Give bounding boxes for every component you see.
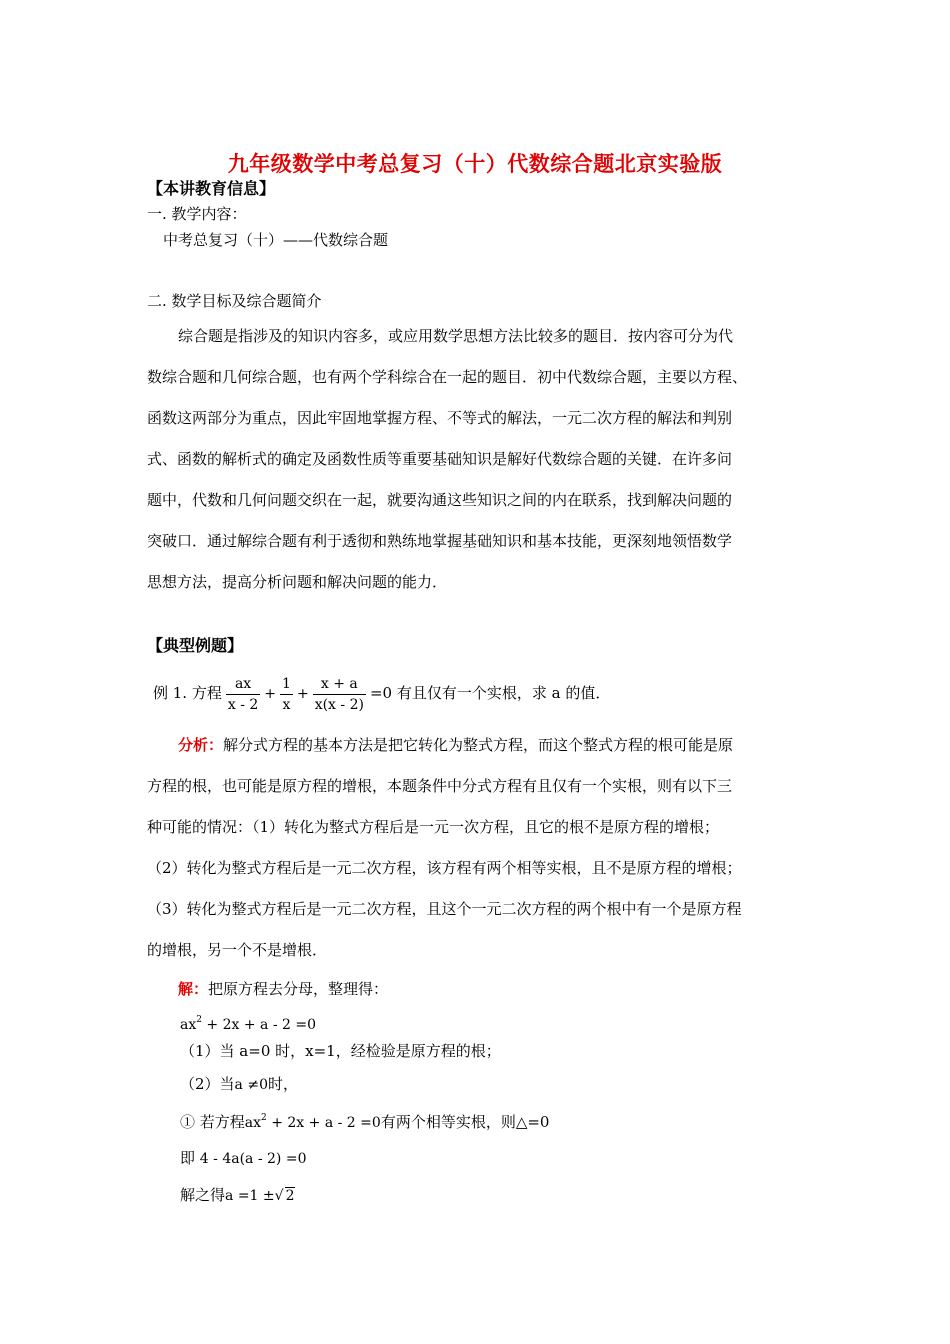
solution-intro-text: 把原方程去分母，整理得： (208, 980, 389, 998)
fraction-2-denominator: x (282, 696, 291, 713)
plus-sign: + (264, 686, 277, 702)
equation-1-rest: + 2x + a - 2 =0 (201, 1017, 317, 1033)
equation-1-exponent: 2 (196, 1015, 202, 1025)
sub-case-1-rest: + 2x + a - 2 =0 (266, 1115, 381, 1131)
sub-case-1-equation (245, 1115, 381, 1131)
discriminant-prefix: 即 (180, 1149, 196, 1167)
intro-line: 突破口．通过解综合题有利于透彻和熟练地掌握基础知识和基本技能，更深刻地领悟数学 (147, 532, 733, 550)
case-1: （1）当 a=0 时，x=1，经检验是原方程的根； (180, 1042, 501, 1060)
sub-case-1-exponent: 2 (261, 1113, 267, 1123)
intro-line: 综合题是指涉及的知识内容多，或应用数学思想方法比较多的题目．按内容可分为代 (178, 327, 734, 345)
analysis-label: 分析： (178, 736, 224, 754)
example-1-prefix: 例 1. 方程 (153, 684, 222, 702)
solution-result-equation: a =1 ± (225, 1188, 275, 1204)
case-2-condition: a ≠0 (234, 1077, 268, 1093)
fraction-1-numerator: ax (226, 674, 260, 695)
solution-label: 解： (178, 980, 209, 998)
intro-line: 函数这两部分为重点，因此牢固地掌握方程、不等式的解法，一元二次方程的解法和判别 (147, 409, 733, 427)
item-1-label: 一. 教学内容： (147, 205, 247, 223)
solution-intro (178, 978, 388, 999)
case-2-prefix: （2）当 (180, 1075, 235, 1093)
intro-line: 题中，代数和几何问题交织在一起，就要沟通这些知识之间的内在联系，找到解决问题的 (147, 491, 733, 509)
intro-line: 思想方法，提高分析问题和解决问题的能力． (147, 573, 448, 591)
fraction-1 (226, 674, 260, 715)
discriminant-equation: 4 - 4a(a - 2) =0 (199, 1151, 307, 1167)
sqrt-sign: √ (274, 1188, 284, 1204)
analysis-line: （2）转化为整式方程后是一元二次方程，该方程有两个相等实根，且不是原方程的增根； (147, 859, 742, 877)
sub-case-1 (180, 1111, 549, 1132)
fraction-3-denominator: x(x - 2) (314, 696, 364, 713)
solution-result-prefix: 解之得 (180, 1186, 226, 1204)
intro-line: 式、函数的解析式的确定及函数性质等重要基础知识是解好代数综合题的关键．在许多问 (147, 450, 733, 468)
fraction-3 (313, 674, 366, 715)
sqrt-radicand: 2 (285, 1188, 295, 1204)
example-1-suffix: =0 有且仅有一个实根，求 a 的值． (369, 684, 611, 702)
analysis-line: 的增根，另一个不是增根． (147, 941, 328, 959)
analysis-line: 方程的根，也可能是原方程的增根，本题条件中分式方程有且仅有一个实根，则有以下三 (147, 777, 733, 795)
equation-1 (180, 1015, 316, 1033)
intro-line: 数综合题和几何综合题，也有两个学科综合在一起的题目．初中代数综合题，主要以方程、 (147, 368, 748, 386)
item-2-label: 二. 数学目标及综合题简介 (147, 292, 322, 310)
plus-sign: + (296, 686, 309, 702)
equation-1-term: ax (180, 1017, 197, 1033)
item-1-content: 中考总复习（十）——代数综合题 (163, 231, 389, 249)
case-2-suffix: 时， (267, 1075, 298, 1093)
example-1-statement (153, 671, 610, 716)
sub-case-1-suffix: 有两个相等实根，则△=0 (380, 1113, 550, 1131)
page-title: 九年级数学中考总复习（十）代数综合题北京实验版 (227, 151, 723, 176)
sub-case-1-prefix: ① 若方程 (180, 1113, 245, 1131)
analysis-line: （3）转化为整式方程后是一元二次方程，且这个一元二次方程的两个根中有一个是原方程 (147, 900, 742, 918)
solution-result (180, 1184, 295, 1205)
sub-case-1-term: ax (244, 1115, 262, 1131)
fraction-2 (280, 674, 293, 715)
discriminant-line (180, 1147, 307, 1168)
fraction-2-numerator: 1 (280, 674, 293, 695)
analysis-line (178, 734, 733, 755)
fraction-1-denominator: x - 2 (227, 696, 259, 713)
fraction-3-numerator: x + a (313, 674, 366, 695)
analysis-line-text: 解分式方程的基本方法是把它转化为整式方程，而这个整式方程的根可能是原 (223, 736, 734, 754)
section-heading-examples: 【典型例题】 (147, 636, 244, 655)
section-heading-info: 【本讲教育信息】 (147, 179, 276, 198)
case-2 (180, 1073, 298, 1094)
analysis-line: 种可能的情况：（1）转化为整式方程后是一元一次方程，且它的根不是原方程的增根； (147, 818, 720, 836)
